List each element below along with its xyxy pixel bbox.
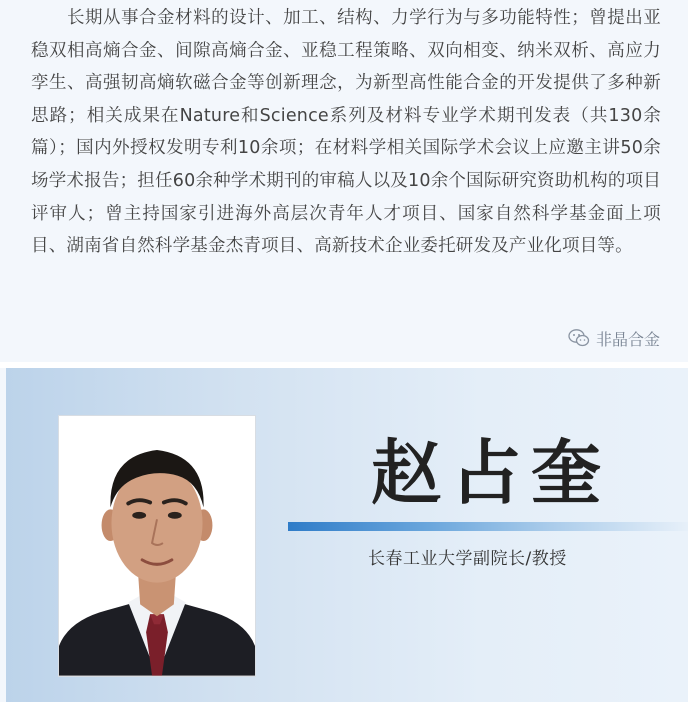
wechat-icon: [568, 328, 590, 348]
person-title: 长春工业大学副院长/教授: [368, 549, 567, 569]
watermark-label: 非晶合金: [595, 329, 660, 349]
portrait-illustration: [59, 416, 255, 676]
accent-line: [288, 522, 688, 531]
account-watermark[interactable]: [568, 326, 660, 350]
bio-paragraph: 长期从事合金材料的设计、加工、结构、力学行为与多功能特性；曾提出亚稳双相高熵合金、间隙高熵合金、亚稳工程策略、双向相变、纳米双析、高应力孪生、高强韧高熵软磁合金等创新理念，为新型高性能合金的开发提供了多种新思路；相关成果在Nature和Science系列及材料专业学术期刊发表（共130余篇）；国内外授权发明专利10余项；在材料学相关国际学术会议上应邀主讲50余场学术报告；担任60余种学术期刊的审稿人以及10余个国际研究资助机构的项目评审人；曾主持国家引进海外高层次青年人才项目、国家自然科学基金面上项目、湖南省自然科学基金杰青项目、高新技术企业委托研发及产业化项目等。: [31, 8, 661, 257]
profile-panel: [6, 368, 688, 702]
portrait-photo: [58, 415, 256, 677]
person-name: 赵占奎: [371, 431, 611, 514]
